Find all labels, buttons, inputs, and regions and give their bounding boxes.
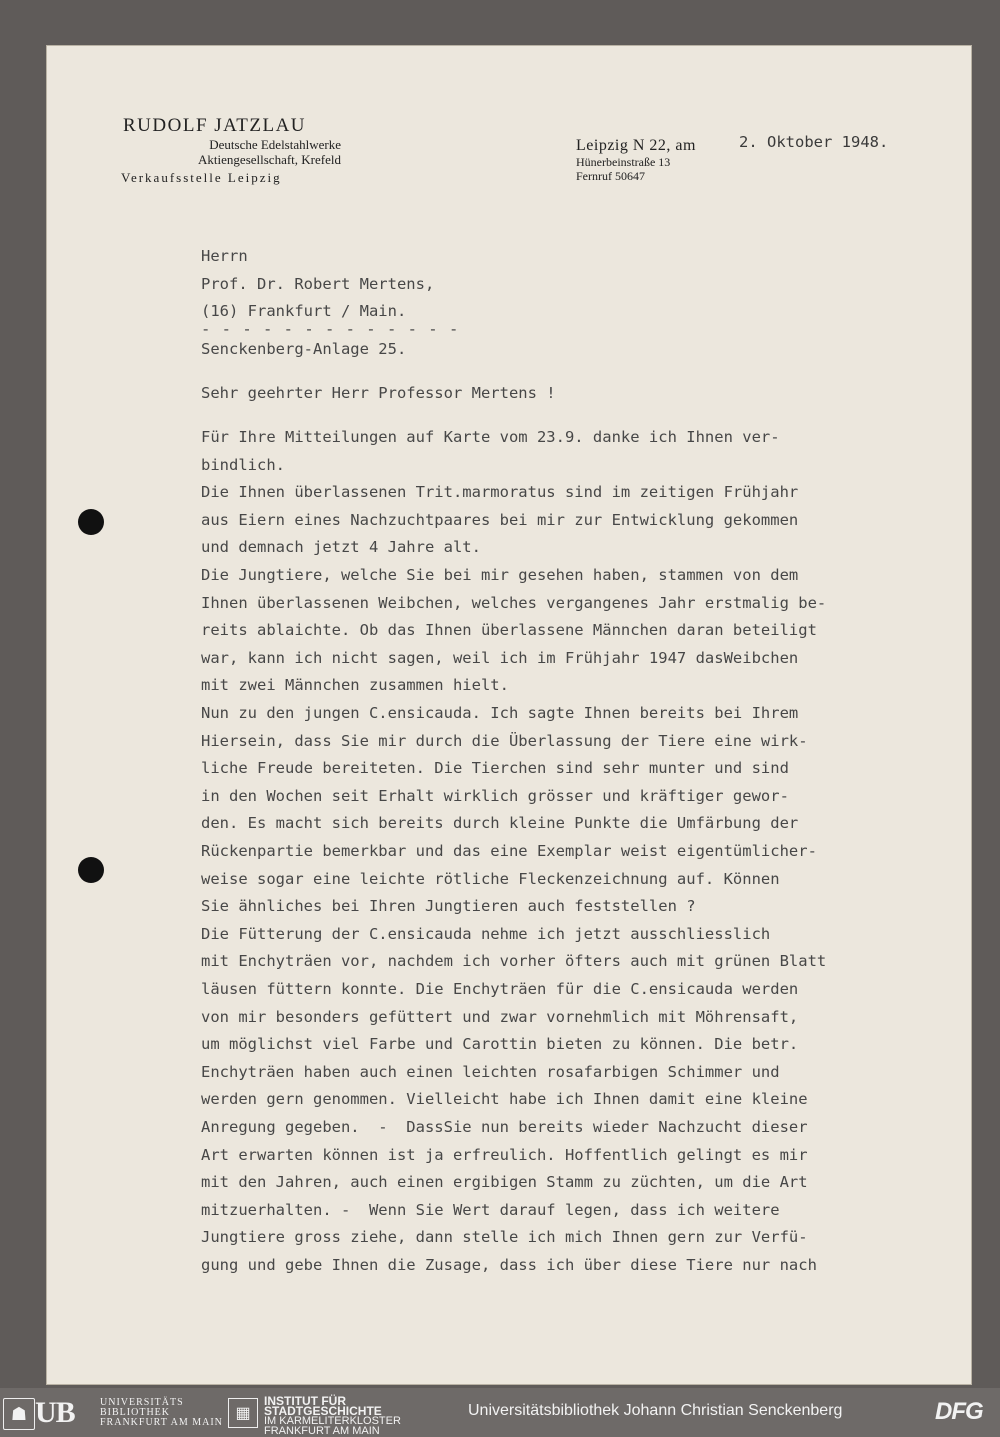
body-line: Für Ihre Mitteilungen auf Karte vom 23.9. danke ich Ihnen ver- (201, 428, 780, 446)
punch-hole (78, 509, 104, 535)
body-line: Die Jungtiere, welche Sie bei mir gesehen haben, stammen von dem (201, 566, 799, 584)
body-line: Art erwarten können ist ja erfreulich. Hoffentlich gelingt es mir (201, 1145, 808, 1164)
seal-icon: ☗ (3, 1398, 35, 1430)
inst-line-1: INSTITUT FÜR (264, 1394, 346, 1408)
body-line: Nun zu den jungen C.ensicauda. Ich sagte Ihnen bereits bei Ihrem (201, 704, 799, 722)
company-name: RUDOLF JATZLAU (123, 115, 307, 136)
sender-address (576, 137, 696, 183)
body-line: liche Freude bereiteten. Die Tierchen sind sehr munter und sind (201, 759, 789, 778)
sender-city: Leipzig N 22, am (576, 137, 696, 154)
body-line: mit zwei Männchen zusammen hielt. (201, 676, 509, 695)
body-line: mitzuerhalten. - Wenn Sie Wert darauf legen, dass ich weitere (201, 1200, 780, 1219)
letterhead-line-2: Aktiengesellschaft, Krefeld (198, 152, 341, 167)
body-line: war, kann ich nicht sagen, weil ich im Frühjahr 1947 dasWeibchen (201, 648, 799, 667)
body-line: Enchyträen haben auch einen leichten rosafarbigen Schimmer und (201, 1062, 780, 1081)
body-line: Die Ihnen überlassenen Trit.marmoratus sind im zeitigen Frühjahr (201, 483, 799, 502)
body-line: mit Enchyträen vor, nachdem ich vorher öfters auch mit grünen Blatt (201, 952, 827, 971)
greeting: Sehr geehrter Herr Professor Mertens ! (201, 384, 556, 402)
body-line: Ihnen überlassenen Weibchen, welches vergangenes Jahr erstmalig be- (201, 593, 827, 612)
recipient-salutation: Herrn (201, 247, 248, 265)
institute-logo-text (264, 1396, 401, 1436)
body-line: gung und gebe Ihnen die Zusage, dass ich über diese Tiere nur nach (201, 1256, 817, 1274)
body-line: weise sogar eine leichte rötliche Fleckenzeichnung auf. Können (201, 869, 780, 888)
ub-line-3: FRANKFURT AM MAIN (100, 1417, 223, 1428)
body-line: Rückenpartie bemerkbar und das eine Exemplar weist eigentümlicher- (201, 842, 817, 860)
body-line: Sie ähnliches bei Ihren Jungtieren auch feststellen ? (201, 897, 696, 916)
ub-line-2: BIBLIOTHEK (100, 1407, 170, 1418)
letterhead-branch: Verkaufsstelle Leipzig (121, 170, 282, 185)
body-line: um möglichst viel Farbe und Carottin bieten zu können. Die betr. (201, 1035, 799, 1054)
body-line: aus Eiern eines Nachzuchtpaares bei mir zur Entwicklung gekommen (201, 510, 799, 529)
library-name: Universitätsbibliothek Johann Christian Senckenberg (468, 1402, 843, 1419)
footer-bar (0, 1388, 1000, 1437)
inst-line-3: IM KARMELITERKLOSTER (264, 1415, 401, 1427)
inst-line-4: FRANKFURT AM MAIN (264, 1425, 380, 1437)
dfg-logo: DFG (935, 1398, 983, 1425)
body-line: von mir besonders gefüttert und zwar vornehmlich mit Möhrensaft, (201, 1007, 799, 1026)
body-line: bindlich. (201, 455, 285, 474)
institute-logo-icon: ▦ (228, 1398, 258, 1428)
punch-hole (78, 857, 104, 883)
letter-date: 2. Oktober 1948. (739, 133, 889, 151)
ub-line-1: UNIVERSITÄTS (100, 1397, 184, 1408)
sender-phone: Fernruf 50647 (576, 169, 645, 183)
body-line: werden gern genommen. Vielleicht habe ich Ihnen damit eine kleine (201, 1090, 808, 1109)
body-line: Hiersein, dass Sie mir durch die Überlassung der Tiere eine wirk- (201, 731, 808, 750)
body-line: den. Es macht sich bereits durch kleine Punkte die Umfärbung der (201, 814, 799, 833)
address-underline: - - - - - - - - - - - - - (201, 320, 460, 338)
letter-page (46, 45, 972, 1385)
recipient-city: (16) Frankfurt / Main. (201, 302, 407, 320)
body-line: in den Wochen seit Erhalt wirklich grösser und kräftiger gewor- (201, 786, 789, 805)
body-line: reits ablaichte. Ob das Ihnen überlassene Männchen daran beteiligt (201, 621, 817, 640)
ub-logo-letters: UB (35, 1396, 75, 1429)
body-line: Die Fütterung der C.ensicauda nehme ich jetzt ausschliesslich (201, 924, 771, 943)
letterhead-line-1: Deutsche Edelstahlwerke (209, 137, 341, 152)
inst-line-2: STADTGESCHICHTE (264, 1404, 382, 1418)
recipient-name: Prof. Dr. Robert Mertens, (201, 275, 435, 293)
body-line: und demnach jetzt 4 Jahre alt. (201, 538, 481, 557)
recipient-street: Senckenberg-Anlage 25. (201, 340, 407, 358)
body-line: läusen füttern konnte. Die Enchyträen für die C.ensicauda werden (201, 980, 799, 998)
letterhead (121, 115, 341, 186)
sender-street: Hünerbeinstraße 13 (576, 155, 671, 169)
body-line: Anregung gegeben. - DassSie nun bereits wieder Nachzucht dieser (201, 1118, 808, 1136)
ub-logo-text (100, 1398, 223, 1428)
body-line: Jungtiere gross ziehe, dann stelle ich mich Ihnen gern zur Verfü- (201, 1228, 808, 1247)
body-line: mit den Jahren, auch einen ergibigen Stamm zu züchten, um die Art (201, 1173, 808, 1192)
